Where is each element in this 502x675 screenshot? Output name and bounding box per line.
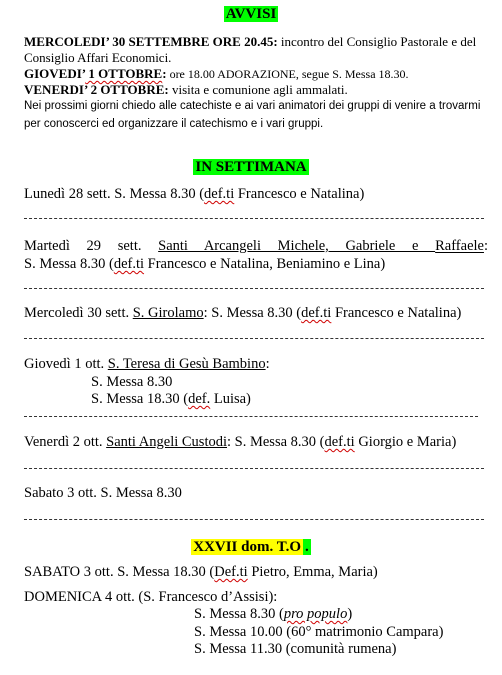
venerdi-saint: Santi Angeli Custodi xyxy=(106,434,227,450)
settimana-title: IN SETTIMANA xyxy=(195,159,307,175)
avvisi-heading xyxy=(0,5,502,23)
domenica-heading xyxy=(0,538,502,556)
giovedi-mass1-text: S. Messa 8.30 xyxy=(91,374,173,390)
avvisi-section xyxy=(24,34,492,133)
row-domenica xyxy=(24,588,488,606)
domenica-mass1-pre: S. Messa 8.30 ( xyxy=(194,606,284,622)
giovedi-mass-2 xyxy=(24,390,488,408)
mercoledi-text-pre: Mercoledì 30 sett. xyxy=(24,305,133,321)
domenica-title: XXVII dom. T.O xyxy=(193,539,302,555)
avvisi-line3-bold: VENERDI’ 2 OTTOBRE: xyxy=(24,82,169,97)
row-mercoledi xyxy=(24,304,488,322)
separator xyxy=(24,416,478,417)
row-martedi-line2 xyxy=(24,255,488,273)
settimana-heading xyxy=(0,158,502,176)
venerdi-text-post: Giorgio e Maria) xyxy=(354,434,457,450)
mercoledi-deft: def.ti xyxy=(301,305,332,321)
domenica-line: DOMENICA 4 ott. (S. Francesco d’Assisi): xyxy=(24,589,278,605)
giovedi-def: def. xyxy=(188,391,211,407)
domenica-mass1-post: ) xyxy=(347,606,353,622)
giovedi-mass2-pre: S. Messa 18.30 ( xyxy=(91,391,189,407)
separator xyxy=(24,338,484,339)
domenica-mass-3 xyxy=(24,640,488,658)
giovedi-saint: S. Teresa di Gesù Bambino xyxy=(107,356,266,372)
separator xyxy=(24,468,484,469)
separator xyxy=(24,288,484,289)
martedi-text-pre: Martedì 29 sett. xyxy=(24,238,159,254)
avvisi-line2-bold-b: 1 OTTOBRE xyxy=(85,66,163,81)
venerdi-deft: def.ti xyxy=(324,434,355,450)
lunedi-deft: def.ti xyxy=(204,186,235,202)
domenica-mass3-text: S. Messa 11.30 (comunità rumena) xyxy=(194,641,397,657)
martedi-saint-raffaele: Raffaele xyxy=(435,238,484,254)
avvisi-line2-bold-c: : xyxy=(162,66,167,81)
avvisi-note: Nei prossimi giorni chiedo alle catechiste e ai vari animatori dei gruppi di venire a trovarmi per conoscerci ed organizzare il catechismo e i vari gruppi. xyxy=(24,100,481,130)
martedi-line2-post: Francesco e Natalina, Beniamino e Lina) xyxy=(144,256,386,272)
sabato-vigil-pre: SABATO 3 ott. S. Messa 18.30 ( xyxy=(24,564,215,580)
domenica-mass-1 xyxy=(24,605,488,623)
avvisi-line1-rest: incontro del Consiglio Pastorale e del Consiglio Affari Economici. xyxy=(24,34,477,65)
lunedi-text-pre: Lunedì 28 sett. S. Messa 8.30 ( xyxy=(24,186,205,202)
martedi-saint: Santi Arcangeli Michele, Gabriele e xyxy=(158,238,436,254)
domenica-mass-2 xyxy=(24,623,488,641)
venerdi-text-pre: Venerdì 2 ott. xyxy=(24,434,107,450)
avvisi-line-giovedi xyxy=(24,66,492,82)
domenica-mass1-italic: pro populo xyxy=(283,606,348,622)
domenica-mass2-text: S. Messa 10.00 (60° matrimonio Campara) xyxy=(194,624,444,640)
domenica-title-tail: . xyxy=(305,539,309,555)
giovedi-colon: : xyxy=(265,356,270,372)
separator xyxy=(24,519,484,520)
avvisi-line2-rest: ore 18.00 ADORAZIONE, segue S. Messa 18.30. xyxy=(166,67,409,81)
row-martedi-line1 xyxy=(24,237,488,255)
sabato-vigil-post: Pietro, Emma, Maria) xyxy=(247,564,378,580)
avvisi-line2-bold-a: GIOVEDI’ xyxy=(24,66,86,81)
row-sabato-vigil xyxy=(24,563,488,581)
row-venerdi xyxy=(24,433,488,451)
venerdi-text-mid: : S. Messa 8.30 ( xyxy=(227,434,325,450)
giovedi-mass-1 xyxy=(24,373,488,391)
martedi-line2-pre: S. Messa 8.30 ( xyxy=(24,256,114,272)
giovedi-text-pre: Giovedì 1 ott. xyxy=(24,356,108,372)
row-lunedi xyxy=(24,185,488,203)
avvisi-title: AVVISI xyxy=(225,6,277,22)
mercoledi-text-mid: : S. Messa 8.30 ( xyxy=(203,305,302,321)
separator xyxy=(24,218,484,219)
row-giovedi xyxy=(24,355,488,373)
mercoledi-saint: S. Girolamo xyxy=(132,305,204,321)
avvisi-line-mercoledi xyxy=(24,34,492,66)
martedi-colon: : xyxy=(483,238,488,254)
martedi-deft: def.ti xyxy=(113,256,145,272)
sabato-vigil-deft: Def.ti xyxy=(214,564,248,580)
avvisi-line1-bold: MERCOLEDI’ 30 SETTEMBRE ORE 20.45: xyxy=(24,34,278,49)
lunedi-text-post: Francesco e Natalina) xyxy=(234,186,365,202)
giovedi-mass2-post: Luisa) xyxy=(210,391,251,407)
sabato-text: Sabato 3 ott. S. Messa 8.30 xyxy=(24,485,182,501)
avvisi-line3-rest: visita e comunione agli ammalati. xyxy=(168,82,348,97)
avvisi-line-venerdi xyxy=(24,82,492,98)
mercoledi-text-post: Francesco e Natalina) xyxy=(331,305,462,321)
row-sabato xyxy=(24,484,488,502)
